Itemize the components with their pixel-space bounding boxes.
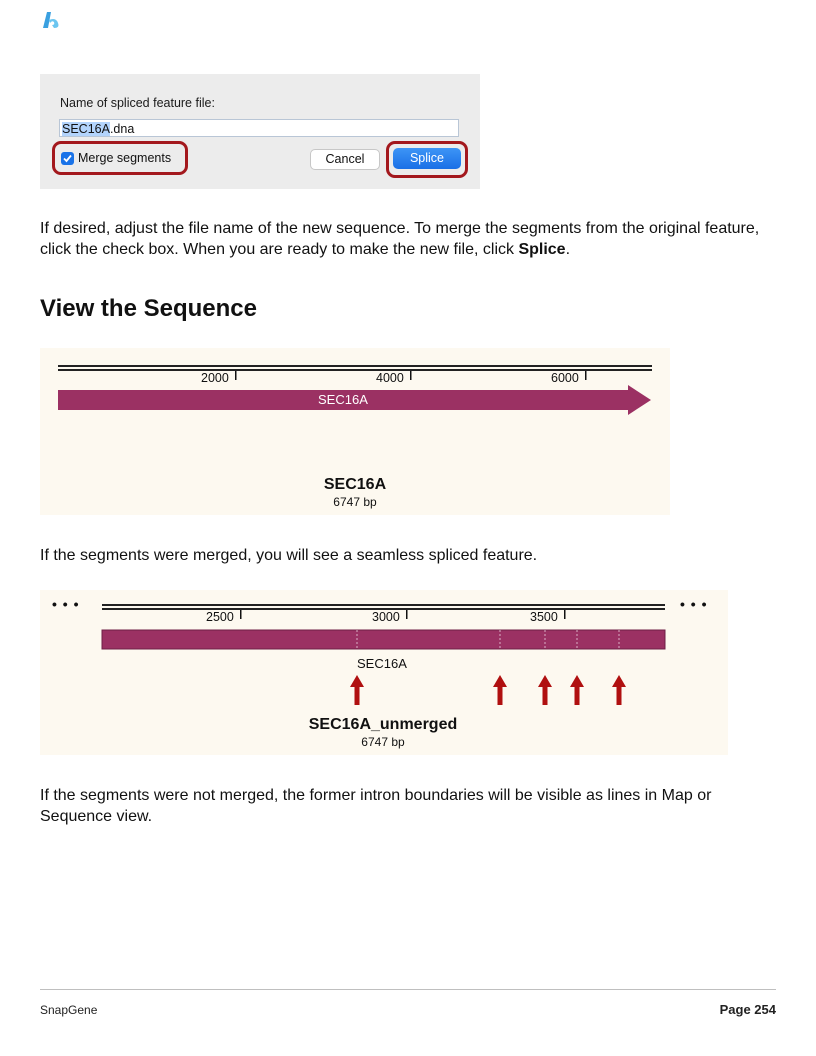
para1-end: . [565, 241, 571, 258]
tick-label-4000: 4000 [376, 371, 404, 385]
sequence-length: 6747 bp [333, 495, 377, 509]
arrow-up-icon [350, 675, 364, 705]
tick-label-2000: 2000 [201, 371, 229, 385]
filename-selected-text: SEC16A [62, 122, 110, 136]
snapgene-logo [40, 8, 64, 32]
tick-mark-4000 [410, 371, 412, 380]
tick-mark-2500 [240, 610, 242, 619]
sequence-title: SEC16A [323, 476, 387, 493]
footer-divider [40, 989, 776, 990]
merge-segments-checkbox[interactable] [61, 152, 74, 165]
tick-mark-3000 [406, 610, 408, 619]
tick-label-6000: 6000 [551, 371, 579, 385]
unmerged-map-view [40, 590, 728, 755]
section-heading: View the Sequence [40, 295, 257, 322]
filename-extension: .dna [109, 122, 135, 136]
para1-text: If desired, adjust the file name of the new sequence. To merge the segments from the original feature, click the check box. When you are ready to make the new file, click [40, 220, 760, 258]
tick-mark-3500 [564, 610, 566, 619]
checkmark-icon [62, 153, 73, 164]
splice-dialog-screenshot [40, 74, 480, 189]
ellipsis-right-icon: • • • [680, 596, 708, 612]
arrow-up-icon [493, 675, 507, 705]
filename-label: Name of spliced feature file: [60, 96, 215, 110]
instructions-paragraph [40, 218, 780, 260]
feature-label: SEC16A [357, 656, 407, 671]
tick-label-2500: 2500 [206, 610, 234, 624]
merge-segments-label[interactable]: Merge segments [78, 151, 172, 165]
tick-label-3000: 3000 [372, 610, 400, 624]
tick-mark-6000 [585, 371, 587, 380]
sequence-title: SEC16A_unmerged [308, 716, 458, 733]
splice-button[interactable]: Splice [393, 148, 461, 169]
tick-mark-2000 [235, 371, 237, 380]
arrow-up-icon [612, 675, 626, 705]
unmerged-description: If the segments were not merged, the former intron boundaries will be visible as lines in Map or Sequence view. [40, 787, 712, 825]
ellipsis-left-icon: • • • [52, 596, 80, 612]
feature-label: SEC16A [318, 392, 368, 407]
sequence-length: 6747 bp [361, 735, 405, 749]
filename-input[interactable] [59, 119, 459, 137]
footer-product-name: SnapGene [40, 1003, 98, 1017]
tick-label-3500: 3500 [530, 610, 558, 624]
cancel-button[interactable]: Cancel [310, 149, 380, 170]
sec16a-unmerged-feature-bar[interactable] [102, 630, 665, 649]
footer-page-number: Page 254 [719, 1002, 776, 1017]
merged-map-view [40, 348, 670, 515]
ruler-line-top [102, 604, 665, 606]
arrow-up-icon [538, 675, 552, 705]
ruler-line-top [58, 365, 652, 367]
arrow-up-icon [570, 675, 584, 705]
para1-bold-splice: Splice [518, 241, 566, 258]
merged-description: If the segments were merged, you will see a seamless spliced feature. [40, 547, 538, 564]
